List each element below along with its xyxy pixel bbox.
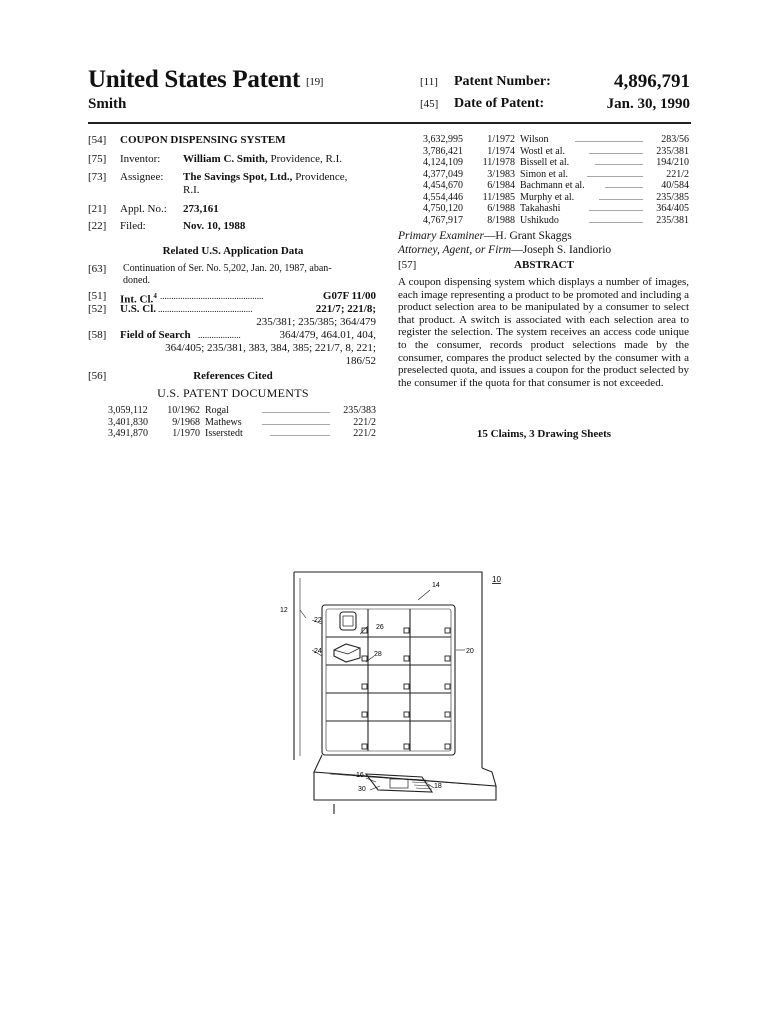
citation-class: 235/385	[656, 191, 689, 203]
ref-10: 10	[492, 575, 501, 584]
date-row: [45] Date of Patent: Jan. 30, 1990	[420, 96, 690, 112]
citation-number: 4,554,446	[423, 191, 463, 203]
patent-number-row: [11] Patent Number: 4,896,791	[420, 71, 690, 92]
citation-name: Bissell et al.	[520, 157, 570, 168]
ref-20: 20	[466, 648, 474, 655]
citation-name: Wostl et al.	[520, 145, 566, 157]
citation-dots: ..................................	[575, 135, 643, 144]
citation-class: 235/381	[656, 145, 689, 157]
citation-number: 4,377,049	[423, 168, 463, 180]
citation-name: Rogal	[205, 405, 229, 416]
citation-date: 6/1988	[487, 203, 515, 214]
citation-class: 221/2	[666, 168, 689, 180]
citation-class: 283/56	[661, 134, 689, 145]
ref-18: 18	[434, 783, 442, 790]
citation-name: Wilson	[520, 134, 549, 145]
ref-24: 24	[314, 648, 322, 655]
citation-dots: ...........................	[589, 146, 643, 156]
us-patent-documents-heading: U.S. PATENT DOCUMENTS	[157, 386, 309, 400]
ref-12: 12	[280, 607, 288, 614]
citation-number: 3,491,870	[108, 428, 148, 439]
citation-dots: ..................................	[262, 406, 330, 415]
citation-date: 1/1970	[172, 428, 200, 439]
citation-number: 3,786,421	[423, 145, 463, 157]
citation-name: Simon et al.	[520, 168, 569, 180]
citation-number: 4,750,120	[423, 203, 463, 214]
citation-dots: ..............................	[270, 429, 330, 438]
examiners	[398, 229, 690, 257]
citation-dots: ...................	[605, 181, 643, 190]
citation-name: Takahashi	[520, 203, 561, 214]
citation-dots: ........................	[595, 158, 643, 167]
citation-date: 6/1984	[487, 180, 515, 191]
citation-number: 3,401,830	[108, 416, 148, 428]
citation-date: 9/1968	[172, 416, 200, 428]
attorney: Attorney, Agent, or Firm—Joseph S. Iandiorio	[398, 244, 612, 256]
citation-name: Ushikudo	[520, 214, 559, 226]
citation-date: 11/1978	[482, 157, 515, 168]
field-title: [54] COUPON DISPENSING SYSTEM	[88, 134, 286, 146]
patent-number: 4,896,791	[614, 71, 690, 92]
citation-class: 40/584	[661, 180, 689, 191]
abstract-text: A coupon dispensing system which displays a number of images, each image representing a product to be promoted and including a product selection area to be manipulated by a consumer to select that product. A switch is associated with each selection area to register the selection. The system receives an access code unique to the consumer, records product selections made by the consumer, compares the product selected by the consumer with a preselected quota, and issues a coupon for the product selected by the consumer if the quota for that consumer is not exceeded.	[398, 276, 689, 389]
ref-14: 14	[432, 582, 440, 589]
citation-class: 221/2	[353, 416, 376, 428]
citation-dots: ............................	[587, 169, 643, 179]
patent-drawing-figure	[270, 560, 520, 820]
patent-title: United States Patent [19]	[88, 66, 324, 93]
citation-number: 3,632,995	[423, 134, 463, 145]
citation-name: Mathews	[205, 416, 242, 428]
citation-dots: ..................................	[262, 417, 330, 427]
citation-name: Murphy et al.	[520, 191, 575, 203]
citation-date: 11/1985	[482, 191, 515, 203]
citation-class: 235/383	[343, 405, 376, 416]
ref-16: 16	[356, 772, 364, 779]
citation-dots: ...........................	[589, 215, 643, 225]
citation-date: 1/1974	[487, 145, 515, 157]
ref-30: 30	[358, 786, 366, 793]
ref-28: 28	[374, 651, 382, 658]
citation-number: 4,454,670	[423, 180, 463, 191]
patent-date: Jan. 30, 1990	[606, 96, 690, 112]
ref-22: 22	[314, 617, 322, 624]
ref-26: 26	[376, 624, 384, 631]
citation-number: 3,059,112	[108, 405, 148, 416]
citation-dots: ...........................	[589, 204, 643, 213]
citation-date: 1/1972	[487, 134, 515, 145]
citation-number: 4,124,109	[423, 157, 463, 168]
citation-date: 8/1988	[487, 214, 515, 226]
related-heading: Related U.S. Application Data	[162, 245, 304, 257]
citation-name: Isserstedt	[205, 428, 243, 439]
citation-class: 364/405	[656, 203, 689, 214]
primary-examiner: Primary Examiner—H. Grant Skaggs	[398, 230, 572, 242]
citation-date: 3/1983	[487, 168, 515, 180]
citation-date: 10/1962	[167, 405, 200, 416]
inventor-surname: Smith	[88, 96, 127, 112]
header-rule	[88, 122, 691, 124]
citation-number: 4,767,917	[423, 214, 463, 226]
citation-class: 221/2	[353, 428, 376, 439]
citation-name: Bachmann et al.	[520, 180, 585, 191]
citation-class: 235/381	[656, 214, 689, 226]
claims-line: 15 Claims, 3 Drawing Sheets	[476, 428, 612, 440]
citation-dots: ......................	[599, 192, 643, 202]
citation-class: 194/210	[656, 157, 689, 168]
